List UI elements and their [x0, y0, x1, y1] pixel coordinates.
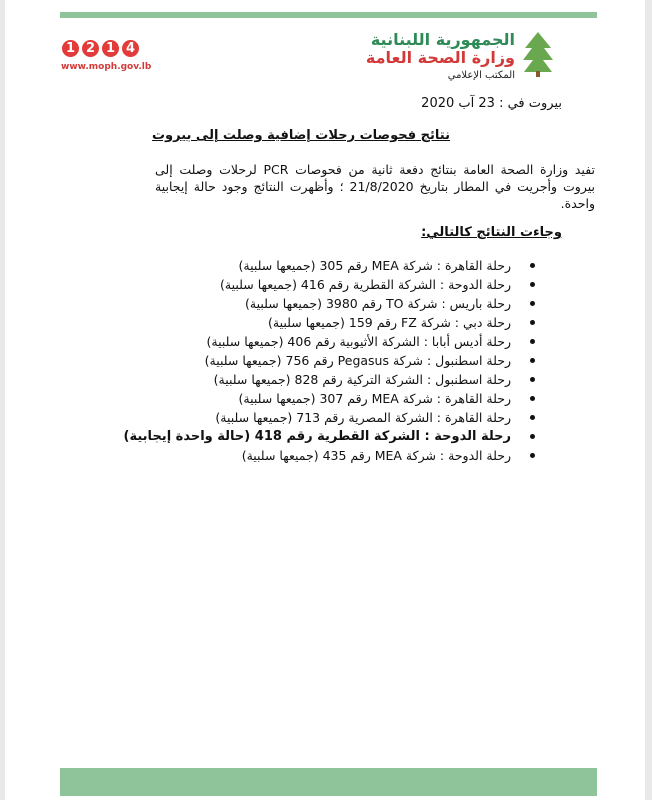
hotline-digit: 1	[102, 40, 119, 57]
ministry-logo	[365, 30, 555, 85]
list-item-text: رحلة الدوحة : الشركة القطرية رقم 418 (حالة واحدة إيجابية)	[123, 429, 511, 444]
list-item-text: رحلة الدوحة : الشركة القطرية رقم 416 (جميعها سلبية)	[220, 277, 511, 292]
list-item	[205, 351, 535, 370]
hotline-digit: 2	[82, 40, 99, 57]
bullet-icon	[530, 396, 535, 401]
republic-name: الجمهورية اللبنانية	[370, 30, 515, 49]
hotline-digit: 4	[122, 40, 139, 57]
bullet-icon	[530, 415, 535, 420]
list-item	[205, 389, 535, 408]
list-item	[205, 256, 535, 275]
results-heading: وجاءت النتائج كالتالي:	[421, 225, 562, 240]
bullet-icon	[530, 263, 535, 268]
list-item-text: رحلة باريس : شركة TO رقم 3980 (جميعها سلبية)	[245, 296, 511, 311]
press-office: المكتب الإعلامي	[447, 70, 515, 81]
list-item	[205, 370, 535, 389]
list-item	[205, 275, 535, 294]
bottom-color-bar	[60, 768, 597, 796]
page-title: نتائج فحوصات رحلات إضافية وصلت إلى بيروت	[151, 128, 450, 143]
top-color-bar	[60, 12, 597, 18]
list-item-text: رحلة الدوحة : شركة MEA رقم 435 (جميعها سلبية)	[241, 448, 511, 463]
bullet-icon	[530, 339, 535, 344]
bullet-icon	[530, 453, 535, 458]
website-text: www.moph.gov.lb	[61, 62, 152, 72]
list-item	[205, 408, 535, 427]
bullet-icon	[530, 301, 535, 306]
bullet-icon	[530, 377, 535, 382]
list-item-text: رحلة القاهرة : شركة MEA رقم 307 (جميعها سلبية)	[238, 391, 511, 406]
date-line: بيروت في : 23 آب 2020	[421, 96, 562, 111]
bullet-icon	[530, 434, 535, 439]
hotline-logo	[62, 40, 139, 57]
list-item-text: رحلة اسطنبول : شركة Pegasus رقم 756 (جميعها سلبية)	[204, 353, 511, 368]
list-item-text: رحلة أديس أبابا : الشركة الأثيوبية رقم 406 (جميعها سلبية)	[206, 334, 511, 349]
hotline-digit: 1	[62, 40, 79, 57]
list-item-text: رحلة اسطنبول : الشركة التركية رقم 828 (جميعها سلبية)	[213, 372, 511, 387]
list-item-positive	[123, 427, 535, 446]
list-item-text: رحلة القاهرة : الشركة المصرية رقم 713 (جميعها سلبية)	[215, 410, 511, 425]
bullet-icon	[530, 358, 535, 363]
list-item	[205, 446, 535, 465]
bullet-icon	[530, 320, 535, 325]
list-item	[205, 294, 535, 313]
results-list	[123, 256, 535, 465]
list-item	[205, 332, 535, 351]
bullet-icon	[530, 282, 535, 287]
ministry-name: وزارة الصحة العامة	[365, 48, 515, 67]
intro-paragraph: تفيد وزارة الصحة العامة بنتائج دفعة ثانية من فحوصات PCR لرحلات وصلت إلى بيروت وأجريت في المطار بتاريخ 21/8/2020 ؛ وأظهرت النتائج وجود حالة إيجابية واحدة.	[155, 162, 596, 211]
cedar-icon	[521, 30, 555, 78]
list-item-text: رحلة القاهرة : شركة MEA رقم 305 (جميعها سلبية)	[238, 258, 511, 273]
list-item-text: رحلة دبي : شركة FZ رقم 159 (جميعها سلبية)	[268, 315, 511, 330]
list-item	[205, 313, 535, 332]
document-page	[5, 0, 645, 800]
